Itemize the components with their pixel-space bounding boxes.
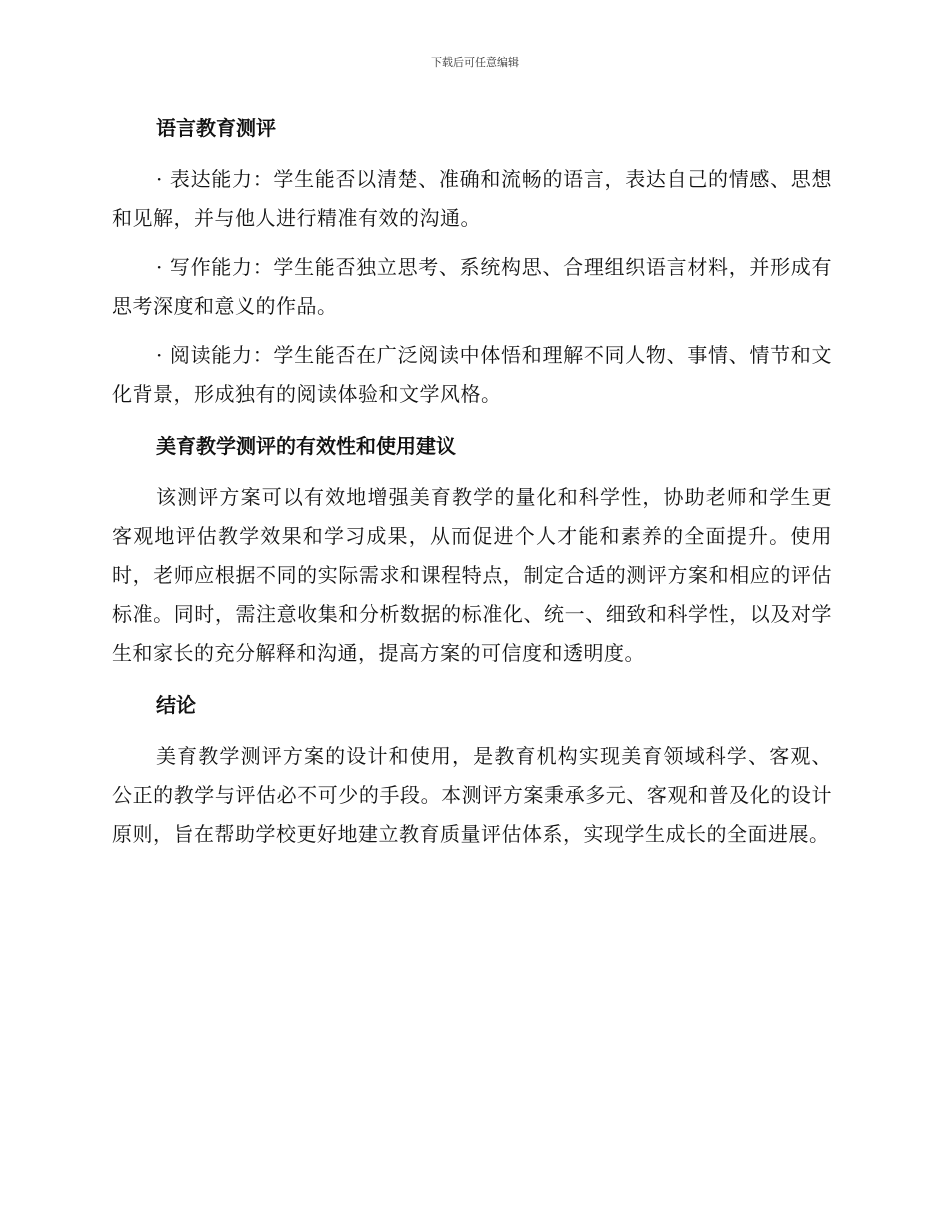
- section-heading-language-assessment: 语言教育测评: [156, 116, 276, 140]
- document-body: [112, 106, 832, 864]
- paragraph-expression-ability: · 表达能力：学生能否以清楚、准确和流畅的语言，表达自己的情感、思想和见解，并与他人进行精准有效的沟通。: [112, 167, 832, 230]
- section-heading-effectiveness: 美育教学测评的有效性和使用建议: [156, 434, 456, 458]
- paragraph-effectiveness: 该测评方案可以有效地增强美育教学的量化和科学性，协助老师和学生更客观地评估教学效果和学习成果，从而促进个人才能和素养的全面提升。使用时，老师应根据不同的实际需求和课程特点，制定合适的测评方案和相应的评估标准。同时，需注意收集和分析数据的标准化、统一、细致和科学性，以及对学生和家长的充分解释和沟通，提高方案的可信度和透明度。: [112, 485, 832, 665]
- section-heading-conclusion: 结论: [156, 693, 196, 717]
- paragraph-reading-ability: · 阅读能力：学生能否在广泛阅读中体悟和理解不同人物、事情、情节和文化背景，形成独有的阅读体验和文学风格。: [112, 343, 832, 406]
- paragraph-conclusion: 美育教学测评方案的设计和使用，是教育机构实现美育领域科学、客观、公正的教学与评估必不可少的手段。本测评方案秉承多元、客观和普及化的设计原则，旨在帮助学校更好地建立教育质量评估体系，实现学生成长的全面进展。: [112, 744, 832, 846]
- page-header: 下载后可任意编辑: [431, 56, 519, 69]
- paragraph-writing-ability: · 写作能力：学生能否独立思考、系统构思、合理组织语言材料，并形成有思考深度和意义的作品。: [112, 255, 832, 318]
